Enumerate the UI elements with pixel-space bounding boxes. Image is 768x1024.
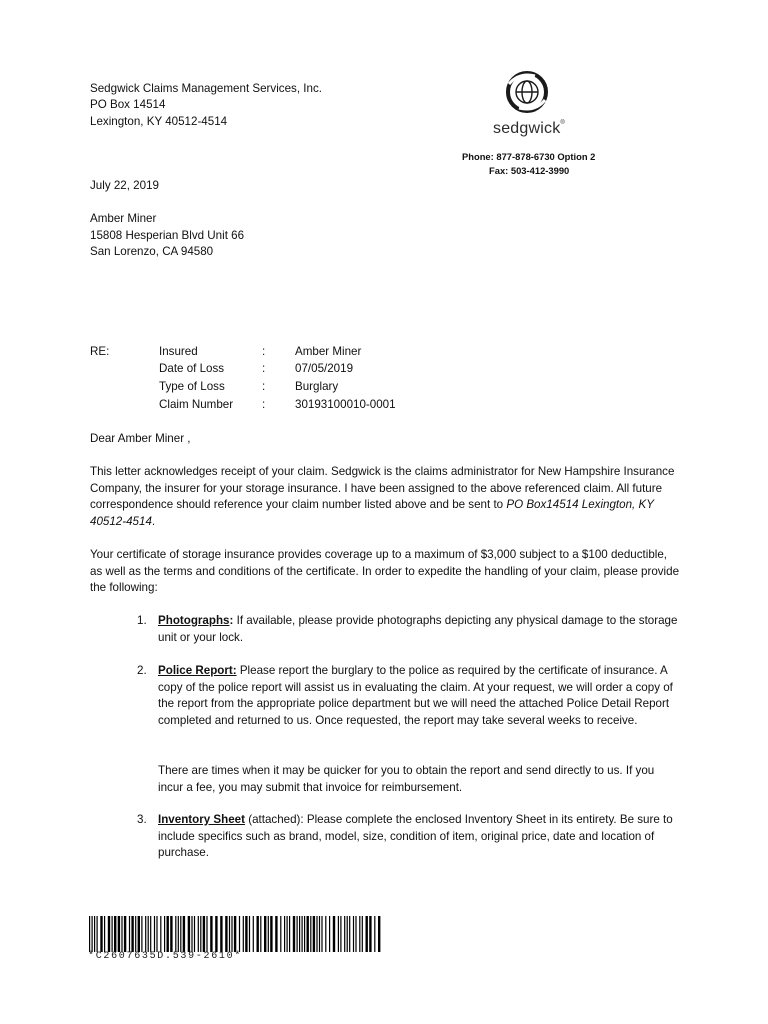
barcode-bar [313,916,315,952]
barcode-bar [210,916,212,952]
barcode-bar [178,916,179,952]
barcode-bar [347,916,348,952]
list-number: 1. [137,614,147,627]
barcode-bar [378,916,380,952]
re-value: 30193100010-0001 [295,398,396,411]
barcode-bar [220,916,222,952]
globe-swirl-icon [505,70,549,114]
barcode-bar [124,916,126,952]
barcode-bar [206,916,207,952]
acknowledgement-text: This letter acknowledges receipt of your claim. Sedgwick is the claims administrator for New Hampshire Insurance Company, the insurer for your storage insurance. I have been assigned to the above referenced claim. All future correspondence should reference your claim number listed above and be sent to [90,465,675,512]
brand-wordmark [493,120,565,138]
barcode-bar [275,916,277,952]
barcode-bar [249,916,250,952]
barcode-bar [148,916,149,952]
barcode-bar [225,916,227,952]
re-label: RE: [90,345,110,358]
barcode-bar [369,916,371,952]
barcode-bar [175,916,176,952]
barcode-bar [359,916,360,952]
re-field: Claim Number [159,398,234,411]
barcode-bar [239,916,240,952]
re-value: Amber Miner [295,345,362,358]
barcode-bar [333,916,335,952]
list-item-text: (attached): Please complete the enclosed Inventory Sheet in its entirety. Be sure to include specifics such as brand, model, size, condition of item, original price, date and location of purchase. [158,813,673,860]
barcode-bar [293,916,295,952]
barcode-bar [338,916,339,952]
barcode-bar [340,916,341,952]
brand-name: sedgwick [493,120,561,137]
barcode-bar [145,916,146,952]
re-separator: : [262,380,266,393]
barcode-bar [280,916,281,952]
re-field: Insured [159,345,198,358]
list-item-police-report-note: There are times when it may be quicker for you to obtain the report and send directly to us. If you incur a fee, you may submit that invoice for reimbursement. [158,764,655,794]
salutation: Dear Amber Miner , [90,432,191,445]
list-item-text: If available, please provide photographs depicting any physical damage to the storage unit or your lock. [158,614,678,644]
barcode-bar [118,916,120,952]
barcode-bar [234,916,236,952]
sender-po-box: PO Box 14514 [90,98,166,111]
list-item-title: Inventory Sheet [158,813,245,826]
barcode-bar [268,916,269,952]
barcode-bar [129,916,130,952]
phone-number: Phone: 877-878-6730 Option 2 [462,151,596,162]
barcode-bar [319,916,320,952]
re-separator: : [262,362,266,375]
barcode-bar [112,916,113,952]
list-item-colon: : [229,614,234,627]
barcode-text: *C2607635D.539-2610* [88,951,243,962]
barcode-bar [114,916,116,952]
barcode-bar [366,916,368,952]
barcode-bar [104,916,105,952]
barcode-bar [180,916,181,952]
acknowledgement-end: . [151,514,156,528]
barcode-bar [188,916,190,952]
barcode-bar [183,916,185,952]
barcode-bar [229,916,230,952]
barcode-bar [299,916,300,952]
barcode-bar [349,916,350,952]
barcode-bar [92,916,93,952]
recipient-name: Amber Miner [90,212,157,225]
list-item-text: Please report the burglary to the police as required by the certificate of insurance. A copy of the police report will assist us in evaluating the claim. At your request, we will order a copy of the report from the appropriate police department but we will need the attached Police Detail Report completed and returned to us. Once requested, the report may take several weeks to receive. [158,664,673,727]
barcode-bar [353,916,354,952]
mailing-address-italic: PO Box14514 Lexington, KY 40512-4514 [90,498,654,528]
barcode-bar [94,916,95,952]
barcode-bar [325,916,326,952]
recipient-address-line2: San Lorenzo, CA 94580 [90,245,214,258]
barcode-bar [108,916,110,952]
acknowledgement-paragraph [90,464,680,530]
barcode [89,916,382,952]
sender-city: Lexington, KY 40512-4514 [90,115,228,128]
barcode-bar [167,916,169,952]
barcode-bar [191,916,192,952]
barcode-bar [297,916,298,952]
letter-date: July 22, 2019 [90,179,159,192]
barcode-bar [89,916,90,952]
barcode-bar [231,916,232,952]
barcode-bar [131,916,133,952]
sender-company: Sedgwick Claims Management Services, Inc. [90,82,322,95]
barcode-bar [302,916,303,952]
barcode-bar [287,916,288,952]
barcode-bar [253,916,254,952]
barcode-bar [194,916,195,952]
list-item-title: Photographs [158,614,230,627]
barcode-bar [200,916,201,952]
barcode-bar [307,916,309,952]
barcode-bar [154,916,155,952]
barcode-bar [121,916,122,952]
barcode-bar [362,916,363,952]
barcode-bar [243,916,244,952]
barcode-bar [270,916,272,952]
barcode-bar [264,916,266,952]
barcode-bar [355,916,356,952]
barcode-bar [289,916,290,952]
fax-number: Fax: 503-412-3990 [489,165,570,176]
barcode-bar [97,916,98,952]
re-value: 07/05/2019 [295,362,354,375]
re-separator: : [262,345,266,358]
barcode-bar [150,916,151,952]
re-field: Date of Loss [159,362,225,375]
barcode-bar [141,916,142,952]
barcode-bar [156,916,157,952]
barcode-bar [321,916,322,952]
re-value: Burglary [295,380,339,393]
barcode-bar [316,916,317,952]
barcode-bar [344,916,345,952]
barcode-bar [100,916,102,952]
re-separator: : [262,398,266,411]
barcode-bar [164,916,165,952]
list-item-inventory-sheet [158,812,682,862]
list-number: 2. [137,664,147,677]
barcode-bar [198,916,199,952]
barcode-bar [284,916,285,952]
barcode-bar [170,916,172,952]
barcode-bar [245,916,247,952]
barcode-bar [203,916,205,952]
barcode-bar [310,916,311,952]
list-item-photographs [158,613,682,646]
list-item-title: Police Report: [158,664,237,677]
barcode-bar [135,916,136,952]
recipient-address-line1: 15808 Hesperian Blvd Unit 66 [90,229,245,242]
barcode-bar [160,916,161,952]
list-item-police-report [158,663,682,729]
barcode-bar [304,916,305,952]
list-number: 3. [137,813,147,826]
barcode-bar [374,916,375,952]
barcode-bar [329,916,330,952]
brand-mark: ® [560,120,566,126]
barcode-bar [257,916,259,952]
barcode-bar [260,916,261,952]
barcode-bar [138,916,140,952]
barcode-bar [215,916,217,952]
coverage-paragraph: Your certificate of storage insurance provides coverage up to a maximum of $3,000 subject to a $100 deductible, as well as the terms and conditions of the certificate. In order to expedite the handling of your claim, please provide the following: [90,548,680,595]
re-field: Type of Loss [159,380,225,393]
